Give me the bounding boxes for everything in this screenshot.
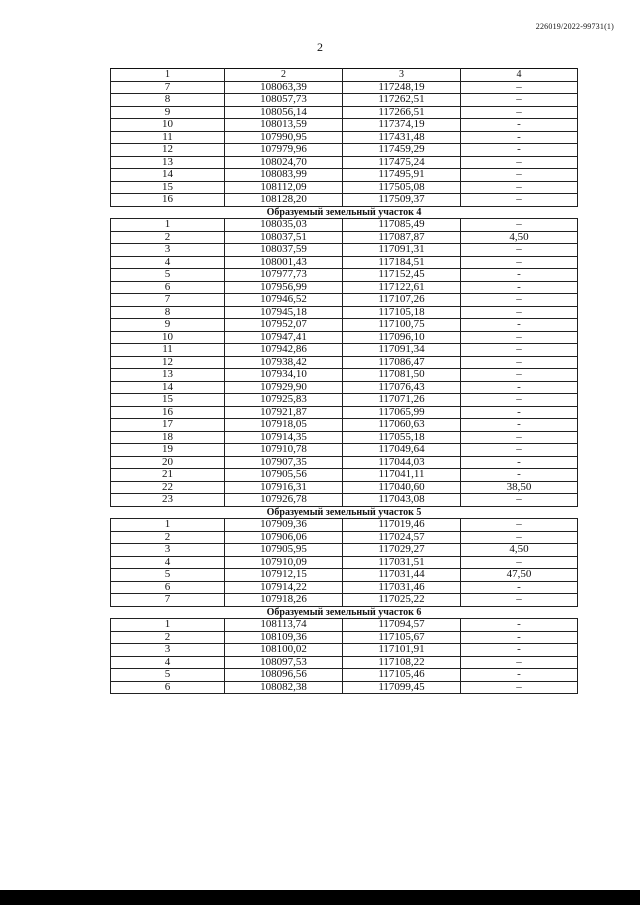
point-number-cell: 22 [111, 481, 225, 494]
table-row [111, 256, 578, 269]
distance-cell: – [461, 556, 578, 569]
y-coordinate-cell: 117031,46 [343, 581, 461, 594]
distance-cell: – [461, 519, 578, 532]
y-coordinate-cell: 117087,87 [343, 231, 461, 244]
y-coordinate-cell: 117049,64 [343, 444, 461, 457]
x-coordinate-cell: 107925,83 [225, 394, 343, 407]
distance-cell: – [461, 256, 578, 269]
x-coordinate-cell: 107926,78 [225, 494, 343, 507]
distance-cell: - [461, 456, 578, 469]
x-coordinate-cell: 107910,78 [225, 444, 343, 457]
distance-cell: - [461, 581, 578, 594]
column-header: 4 [461, 69, 578, 82]
table-row [111, 669, 578, 682]
distance-cell: – [461, 156, 578, 169]
x-coordinate-cell: 107942,86 [225, 344, 343, 357]
table-row [111, 131, 578, 144]
x-coordinate-cell: 108109,36 [225, 631, 343, 644]
point-number-cell: 3 [111, 544, 225, 557]
distance-cell: – [461, 531, 578, 544]
point-number-cell: 9 [111, 319, 225, 332]
y-coordinate-cell: 117101,91 [343, 644, 461, 657]
distance-cell: – [461, 294, 578, 307]
table-row [111, 181, 578, 194]
table-row [111, 456, 578, 469]
table-row [111, 419, 578, 432]
column-header: 3 [343, 69, 461, 82]
y-coordinate-cell: 117044,03 [343, 456, 461, 469]
table-row [111, 644, 578, 657]
point-number-cell: 5 [111, 269, 225, 282]
point-number-cell: 9 [111, 106, 225, 119]
distance-cell: - [461, 644, 578, 657]
y-coordinate-cell: 117081,50 [343, 369, 461, 382]
y-coordinate-cell: 117475,24 [343, 156, 461, 169]
point-number-cell: 8 [111, 306, 225, 319]
point-number-cell: 13 [111, 369, 225, 382]
point-number-cell: 14 [111, 381, 225, 394]
y-coordinate-cell: 117459,29 [343, 144, 461, 157]
point-number-cell: 6 [111, 581, 225, 594]
table-row [111, 481, 578, 494]
x-coordinate-cell: 107929,90 [225, 381, 343, 394]
distance-cell: – [461, 106, 578, 119]
x-coordinate-cell: 108037,51 [225, 231, 343, 244]
table-row [111, 581, 578, 594]
distance-cell: – [461, 431, 578, 444]
x-coordinate-cell: 108013,59 [225, 119, 343, 132]
x-coordinate-cell: 108063,39 [225, 81, 343, 94]
table-row [111, 119, 578, 132]
point-number-cell: 16 [111, 194, 225, 207]
table-row [111, 631, 578, 644]
table-row [111, 394, 578, 407]
x-coordinate-cell: 107910,09 [225, 556, 343, 569]
table-row [111, 194, 578, 207]
y-coordinate-cell: 117060,63 [343, 419, 461, 432]
point-number-cell: 2 [111, 631, 225, 644]
x-coordinate-cell: 107979,96 [225, 144, 343, 157]
distance-cell: - [461, 144, 578, 157]
y-coordinate-cell: 117019,46 [343, 519, 461, 532]
x-coordinate-cell: 107945,18 [225, 306, 343, 319]
distance-cell: 47,50 [461, 569, 578, 582]
distance-cell: – [461, 344, 578, 357]
distance-cell: - [461, 269, 578, 282]
x-coordinate-cell: 107914,35 [225, 431, 343, 444]
section-title: Образуемый земельный участок 4 [111, 206, 578, 219]
y-coordinate-cell: 117099,45 [343, 681, 461, 694]
table-row [111, 594, 578, 607]
y-coordinate-cell: 117107,26 [343, 294, 461, 307]
point-number-cell: 19 [111, 444, 225, 457]
point-number-cell: 1 [111, 619, 225, 632]
table-row [111, 681, 578, 694]
distance-cell: – [461, 656, 578, 669]
distance-cell: – [461, 394, 578, 407]
table-row [111, 469, 578, 482]
distance-cell: – [461, 369, 578, 382]
x-coordinate-cell: 107947,41 [225, 331, 343, 344]
point-number-cell: 12 [111, 356, 225, 369]
point-number-cell: 1 [111, 219, 225, 232]
distance-cell: - [461, 619, 578, 632]
point-number-cell: 2 [111, 531, 225, 544]
distance-cell: – [461, 194, 578, 207]
y-coordinate-cell: 117122,61 [343, 281, 461, 294]
y-coordinate-cell: 117184,51 [343, 256, 461, 269]
table-row [111, 656, 578, 669]
table-row [111, 219, 578, 232]
document-number: 226019/2022-99731(1) [535, 22, 614, 31]
x-coordinate-cell: 107909,36 [225, 519, 343, 532]
x-coordinate-cell: 108096,56 [225, 669, 343, 682]
x-coordinate-cell: 108113,74 [225, 619, 343, 632]
x-coordinate-cell: 107905,95 [225, 544, 343, 557]
point-number-cell: 7 [111, 294, 225, 307]
y-coordinate-cell: 117105,18 [343, 306, 461, 319]
distance-cell: - [461, 281, 578, 294]
y-coordinate-cell: 117031,44 [343, 569, 461, 582]
y-coordinate-cell: 117262,51 [343, 94, 461, 107]
table-row [111, 406, 578, 419]
table-row [111, 319, 578, 332]
x-coordinate-cell: 107946,52 [225, 294, 343, 307]
y-coordinate-cell: 117091,34 [343, 344, 461, 357]
y-coordinate-cell: 117509,37 [343, 194, 461, 207]
section-row [111, 206, 578, 219]
table-header-row [111, 69, 578, 82]
section-row [111, 606, 578, 619]
y-coordinate-cell: 117105,46 [343, 669, 461, 682]
table-row [111, 544, 578, 557]
distance-cell: - [461, 119, 578, 132]
point-number-cell: 14 [111, 169, 225, 182]
x-coordinate-cell: 107918,05 [225, 419, 343, 432]
x-coordinate-cell: 107977,73 [225, 269, 343, 282]
x-coordinate-cell: 107916,31 [225, 481, 343, 494]
point-number-cell: 4 [111, 656, 225, 669]
x-coordinate-cell: 107918,26 [225, 594, 343, 607]
point-number-cell: 5 [111, 669, 225, 682]
page-number: 2 [317, 40, 323, 54]
distance-cell: – [461, 594, 578, 607]
point-number-cell: 3 [111, 644, 225, 657]
distance-cell: – [461, 181, 578, 194]
y-coordinate-cell: 117495,91 [343, 169, 461, 182]
point-number-cell: 12 [111, 144, 225, 157]
table-row [111, 531, 578, 544]
distance-cell: – [461, 681, 578, 694]
point-number-cell: 10 [111, 119, 225, 132]
y-coordinate-cell: 117152,45 [343, 269, 461, 282]
distance-cell: – [461, 494, 578, 507]
distance-cell: – [461, 444, 578, 457]
distance-cell: – [461, 244, 578, 257]
distance-cell: - [461, 631, 578, 644]
table-row [111, 494, 578, 507]
table-row [111, 156, 578, 169]
x-coordinate-cell: 108037,59 [225, 244, 343, 257]
table-row [111, 369, 578, 382]
y-coordinate-cell: 117094,57 [343, 619, 461, 632]
y-coordinate-cell: 117096,10 [343, 331, 461, 344]
point-number-cell: 20 [111, 456, 225, 469]
x-coordinate-cell: 108100,02 [225, 644, 343, 657]
y-coordinate-cell: 117076,43 [343, 381, 461, 394]
x-coordinate-cell: 108097,53 [225, 656, 343, 669]
x-coordinate-cell: 108024,70 [225, 156, 343, 169]
column-header: 2 [225, 69, 343, 82]
x-coordinate-cell: 107938,42 [225, 356, 343, 369]
x-coordinate-cell: 107921,87 [225, 406, 343, 419]
point-number-cell: 8 [111, 94, 225, 107]
x-coordinate-cell: 107956,99 [225, 281, 343, 294]
y-coordinate-cell: 117055,18 [343, 431, 461, 444]
coordinates-table [110, 68, 578, 694]
y-coordinate-cell: 117065,99 [343, 406, 461, 419]
table-row [111, 431, 578, 444]
distance-cell: 4,50 [461, 544, 578, 557]
distance-cell: - [461, 419, 578, 432]
y-coordinate-cell: 117029,27 [343, 544, 461, 557]
distance-cell: - [461, 381, 578, 394]
x-coordinate-cell: 108083,99 [225, 169, 343, 182]
section-title: Образуемый земельный участок 6 [111, 606, 578, 619]
y-coordinate-cell: 117108,22 [343, 656, 461, 669]
table-row [111, 519, 578, 532]
distance-cell: – [461, 306, 578, 319]
point-number-cell: 2 [111, 231, 225, 244]
distance-cell: – [461, 94, 578, 107]
y-coordinate-cell: 117043,08 [343, 494, 461, 507]
y-coordinate-cell: 117100,75 [343, 319, 461, 332]
point-number-cell: 7 [111, 594, 225, 607]
section-title: Образуемый земельный участок 5 [111, 506, 578, 519]
point-number-cell: 18 [111, 431, 225, 444]
y-coordinate-cell: 117266,51 [343, 106, 461, 119]
x-coordinate-cell: 107934,10 [225, 369, 343, 382]
table-row [111, 269, 578, 282]
point-number-cell: 21 [111, 469, 225, 482]
section-row [111, 506, 578, 519]
distance-cell: - [461, 406, 578, 419]
column-header: 1 [111, 69, 225, 82]
distance-cell: - [461, 319, 578, 332]
y-coordinate-cell: 117040,60 [343, 481, 461, 494]
table-row [111, 569, 578, 582]
distance-cell: – [461, 169, 578, 182]
y-coordinate-cell: 117431,48 [343, 131, 461, 144]
x-coordinate-cell: 108112,09 [225, 181, 343, 194]
table-row [111, 331, 578, 344]
point-number-cell: 6 [111, 281, 225, 294]
table-row [111, 356, 578, 369]
table-row [111, 106, 578, 119]
table-row [111, 444, 578, 457]
table-row [111, 619, 578, 632]
point-number-cell: 13 [111, 156, 225, 169]
table-row [111, 169, 578, 182]
distance-cell: – [461, 331, 578, 344]
x-coordinate-cell: 107952,07 [225, 319, 343, 332]
x-coordinate-cell: 108056,14 [225, 106, 343, 119]
y-coordinate-cell: 117505,08 [343, 181, 461, 194]
x-coordinate-cell: 107907,35 [225, 456, 343, 469]
table-row [111, 231, 578, 244]
x-coordinate-cell: 108035,03 [225, 219, 343, 232]
distance-cell: – [461, 81, 578, 94]
x-coordinate-cell: 108057,73 [225, 94, 343, 107]
table-row [111, 144, 578, 157]
table-row [111, 556, 578, 569]
y-coordinate-cell: 117085,49 [343, 219, 461, 232]
y-coordinate-cell: 117041,11 [343, 469, 461, 482]
point-number-cell: 10 [111, 331, 225, 344]
table-row [111, 281, 578, 294]
point-number-cell: 17 [111, 419, 225, 432]
point-number-cell: 6 [111, 681, 225, 694]
y-coordinate-cell: 117105,67 [343, 631, 461, 644]
x-coordinate-cell: 108082,38 [225, 681, 343, 694]
x-coordinate-cell: 107912,15 [225, 569, 343, 582]
point-number-cell: 15 [111, 181, 225, 194]
y-coordinate-cell: 117024,57 [343, 531, 461, 544]
x-coordinate-cell: 107906,06 [225, 531, 343, 544]
table-row [111, 94, 578, 107]
point-number-cell: 16 [111, 406, 225, 419]
table-row [111, 294, 578, 307]
point-number-cell: 3 [111, 244, 225, 257]
distance-cell: - [461, 131, 578, 144]
table-row [111, 306, 578, 319]
point-number-cell: 1 [111, 519, 225, 532]
y-coordinate-cell: 117025,22 [343, 594, 461, 607]
point-number-cell: 11 [111, 131, 225, 144]
point-number-cell: 4 [111, 556, 225, 569]
point-number-cell: 5 [111, 569, 225, 582]
x-coordinate-cell: 108001,43 [225, 256, 343, 269]
x-coordinate-cell: 107905,56 [225, 469, 343, 482]
y-coordinate-cell: 117031,51 [343, 556, 461, 569]
distance-cell: - [461, 469, 578, 482]
point-number-cell: 4 [111, 256, 225, 269]
scan-border-bar [0, 890, 640, 905]
distance-cell: - [461, 669, 578, 682]
table-row [111, 381, 578, 394]
y-coordinate-cell: 117374,19 [343, 119, 461, 132]
x-coordinate-cell: 108128,20 [225, 194, 343, 207]
x-coordinate-cell: 107914,22 [225, 581, 343, 594]
table-row [111, 244, 578, 257]
distance-cell: 38,50 [461, 481, 578, 494]
x-coordinate-cell: 107990,95 [225, 131, 343, 144]
point-number-cell: 11 [111, 344, 225, 357]
y-coordinate-cell: 117086,47 [343, 356, 461, 369]
distance-cell: 4,50 [461, 231, 578, 244]
point-number-cell: 7 [111, 81, 225, 94]
distance-cell: – [461, 356, 578, 369]
y-coordinate-cell: 117071,26 [343, 394, 461, 407]
y-coordinate-cell: 117091,31 [343, 244, 461, 257]
distance-cell: – [461, 219, 578, 232]
table-row [111, 344, 578, 357]
point-number-cell: 15 [111, 394, 225, 407]
y-coordinate-cell: 117248,19 [343, 81, 461, 94]
table-row [111, 81, 578, 94]
point-number-cell: 23 [111, 494, 225, 507]
